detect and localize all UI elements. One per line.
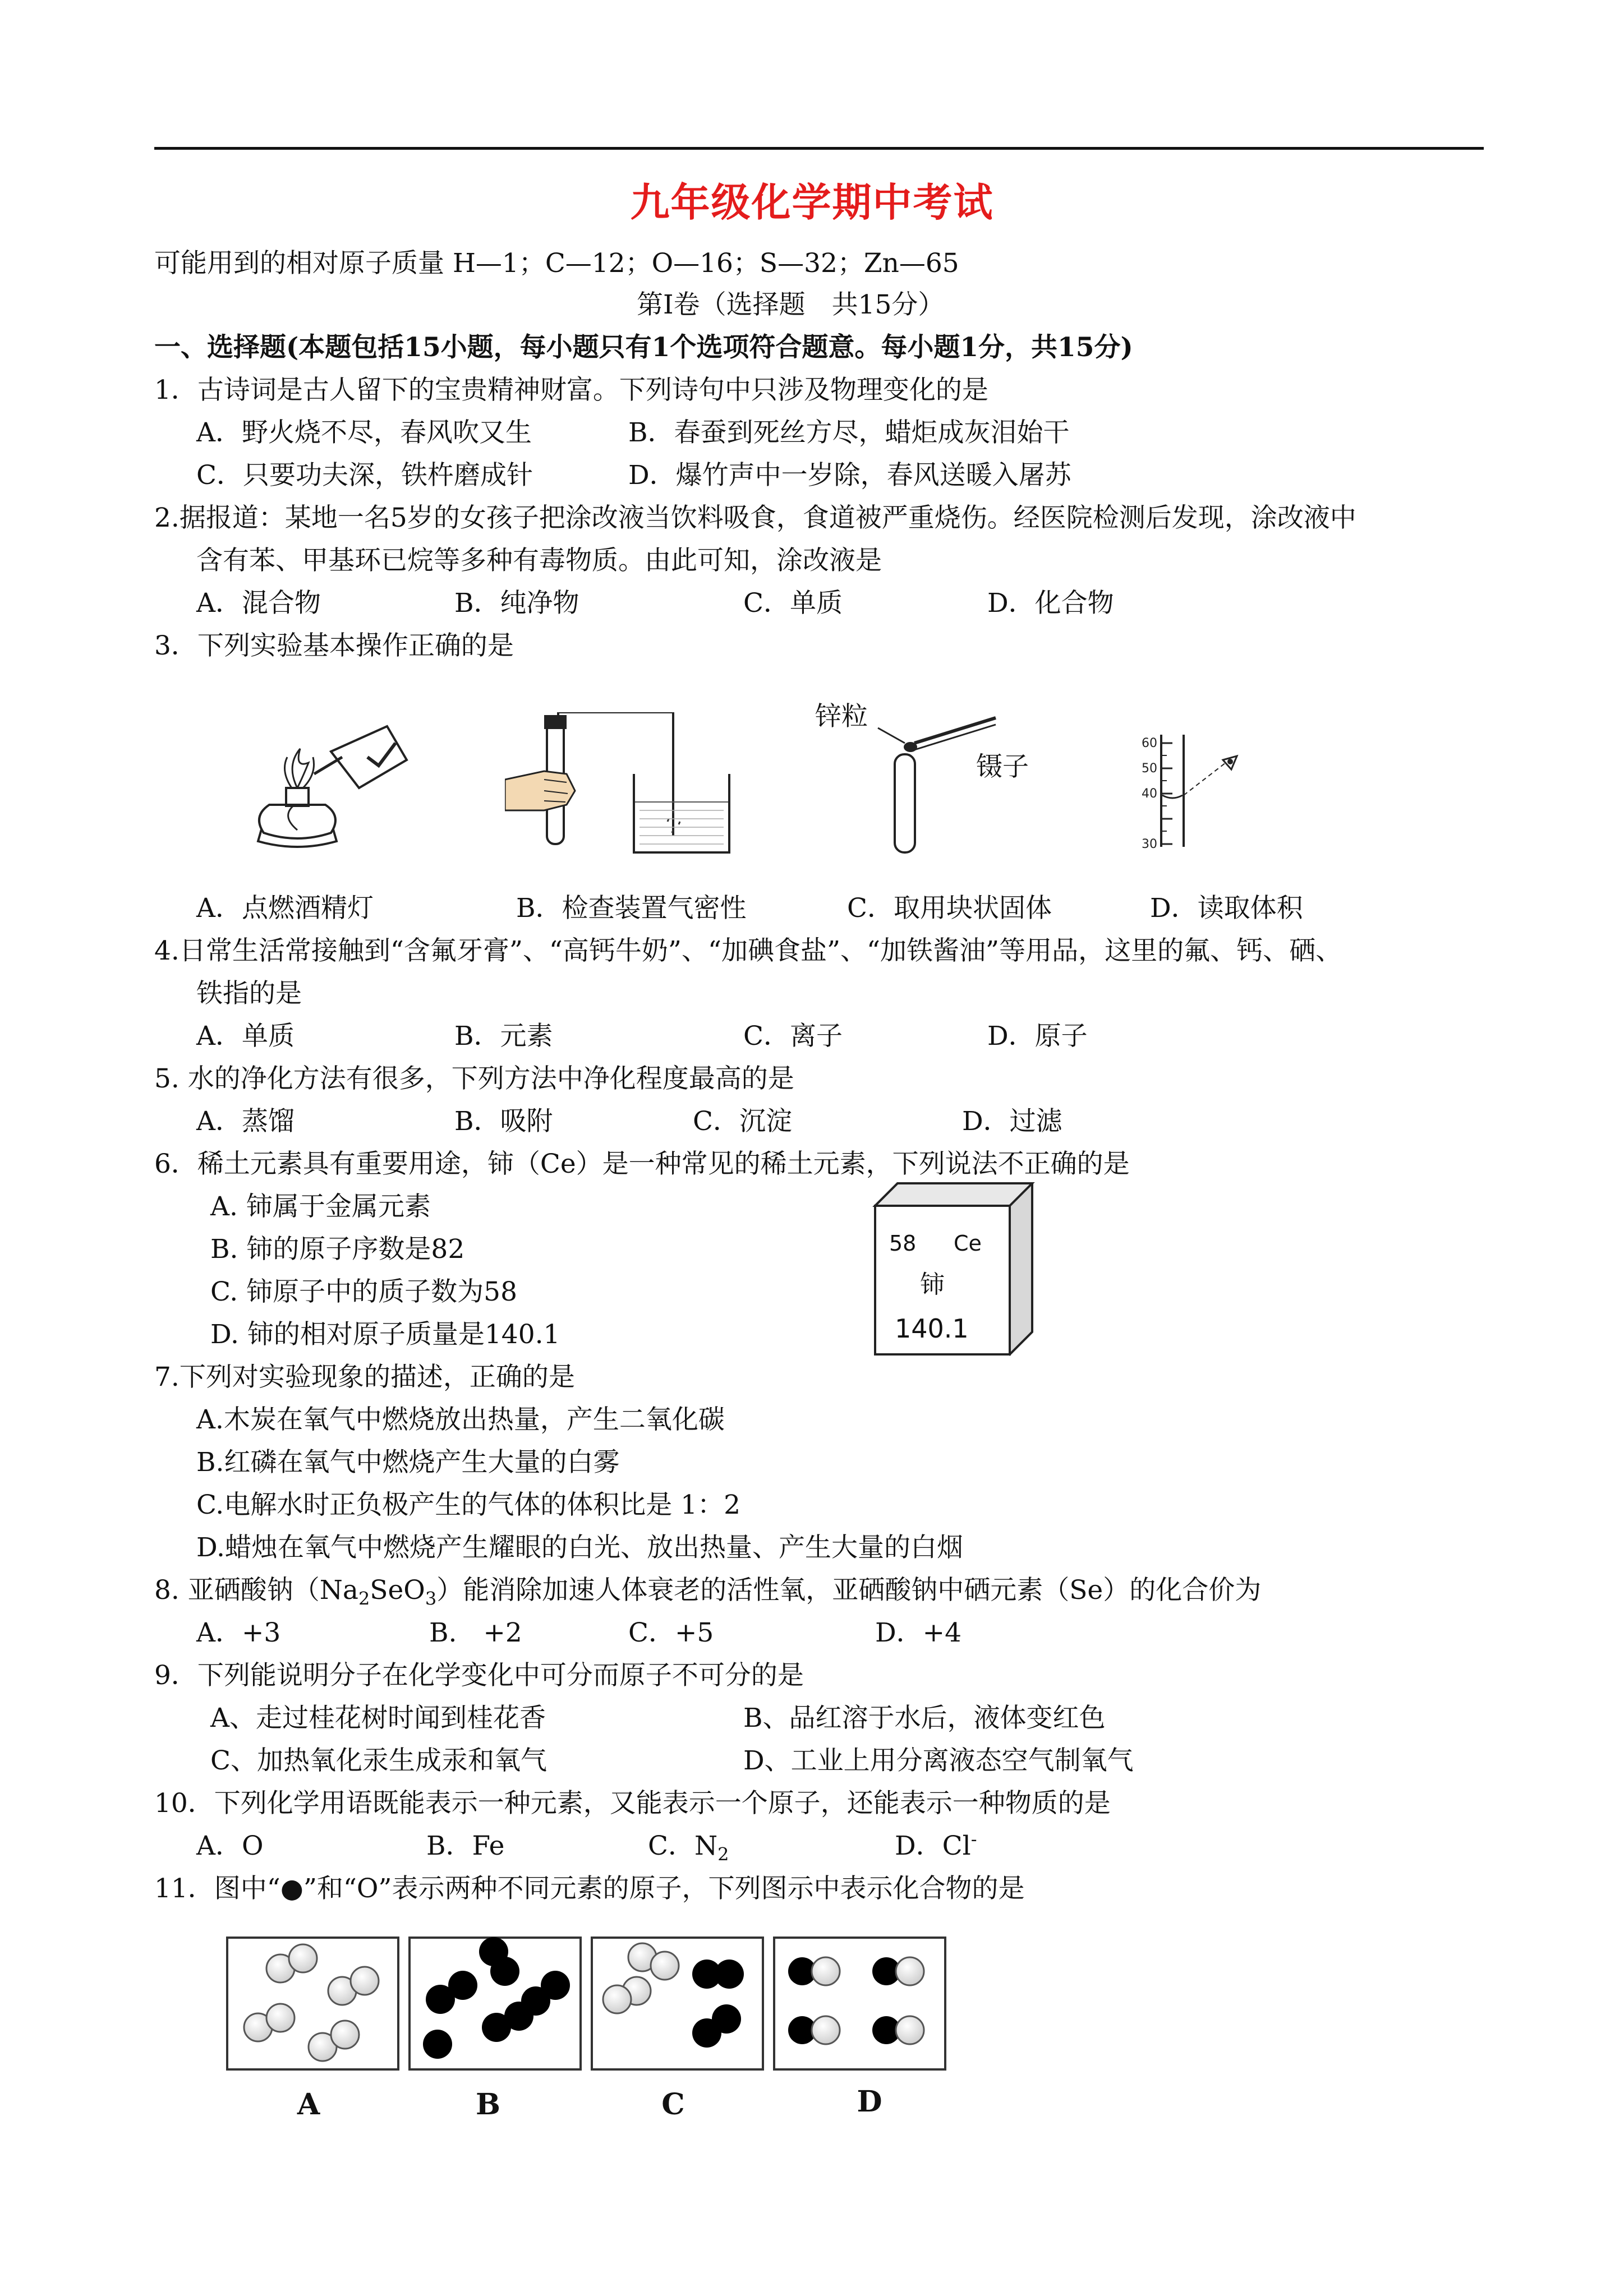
part1-heading: 一、选择题(本题包括15小题，每小题只有1个选项符合题意。每小题1分，共15分) [154,332,1133,363]
cerium-element-card [872,1181,1035,1360]
q2-option-d: D．化合物 [987,588,1114,619]
diagram-label-c: C [661,2087,685,2122]
q7-option-c: C.电解水时正负极产生的气体的体积比是 1：2 [196,1490,740,1520]
q7-option-d: D.蜡烛在氧气中燃烧产生耀眼的白光、放出热量、产生大量的白烟 [196,1532,963,1563]
q10-option-c-text: C．N [648,1831,718,1861]
q10-stem: 10．下列化学用语既能表示一种元素，又能表示一个原子，还能表示一种物质的是 [154,1788,1111,1819]
diagram-box-d [774,1938,945,2069]
alcohol-lamp-figure [247,704,415,855]
q8-option-a: A．+3 [196,1617,281,1648]
tweezers-label: 镊子 [976,751,1029,782]
airtightness-figure [505,712,746,858]
q3-stem: 3．下列实验基本操作正确的是 [154,630,514,661]
q1-option-d: D．爆竹声中一岁除，春风送暖入屠苏 [628,460,1071,491]
q8-sub-2: 2 [358,1588,370,1610]
q10-option-c-sub: 2 [717,1843,729,1865]
page-title: 九年级化学期中考试 [630,179,994,225]
diagram-label-a: A [297,2087,320,2122]
q8-sub-3: 3 [425,1588,437,1610]
diagram-label-d: D [857,2085,882,2119]
diagram-box-b [410,1937,581,2069]
zinc-label: 锌粒 [815,701,868,732]
q8-option-c: C．+5 [628,1617,714,1648]
q8-stem-post: ）能消除加速人体衰老的活性氧，亚硒酸钠中硒元素（Se）的化合价为 [436,1575,1262,1606]
q4-stem-line1: 4.日常生活常接触到“含氟牙膏”、“高钙牛奶”、“加碘食盐”、“加铁酱油”等用品，这里的氟、钙、硒、 [154,935,1342,966]
q6-option-d: D. 铈的相对原子质量是140.1 [210,1319,560,1350]
q10-option-d-sup: - [970,1828,977,1850]
q6-option-c: C. 铈原子中的质子数为58 [210,1276,517,1307]
q8-option-b: B. +2 [429,1617,522,1648]
q6-stem: 6．稀土元素具有重要用途，铈（Ce）是一种常见的稀土元素，下列说法不正确的是 [154,1149,1130,1179]
q10-option-c [648,1829,729,1863]
q6-option-b: B. 铈的原子序数是82 [210,1234,465,1265]
q8-option-d: D．+4 [875,1617,961,1648]
scale-50: 50 [1142,762,1157,776]
scale-30: 30 [1142,837,1157,851]
q10-option-b: B．Fe [426,1831,505,1861]
q3-option-d: D．读取体积 [1150,893,1303,924]
q3-option-a: A．点燃酒精灯 [196,893,374,924]
cerium-number: 58 [889,1231,917,1256]
q2-option-b: B．纯净物 [454,588,579,619]
top-rule [154,147,1484,150]
q10-option-a: A．O [196,1831,264,1861]
q7-stem: 7.下列对实验现象的描述，正确的是 [154,1362,575,1393]
cerium-symbol: Ce [954,1231,982,1256]
q5-stem: 5. 水的净化方法有很多，下列方法中净化程度最高的是 [154,1063,794,1094]
q3-option-b: B．检查装置气密性 [516,893,747,924]
q1-stem: 1．古诗词是古人留下的宝贵精神财富。下列诗句中只涉及物理变化的是 [154,375,988,405]
q2-stem-line2: 含有苯、甲基环已烷等多种有毒物质。由此可知，涂改液是 [196,545,882,576]
diagram-box-a [227,1938,398,2069]
cerium-name: 铈 [920,1270,945,1299]
scale-40: 40 [1142,787,1157,801]
molecule-diagrams [224,1935,948,2159]
q5-option-c: C．沉淀 [693,1106,792,1137]
q2-option-a: A．混合物 [196,588,321,619]
q9-option-d: D、工业上用分离液态空气制氧气 [743,1745,1134,1776]
q8-stem-pre: 8. 亚硒酸钠（Na [154,1575,358,1606]
q2-option-c: C．单质 [743,588,843,619]
q2-stem-line1: 2.据报道：某地一名5岁的女孩子把涂改液当饮料吸食，食道被严重烧伤。经医院检测后发现，涂改液中 [154,502,1356,533]
q11-stem: 11．图中“●”和“O”表示两种不同元素的原子，下列图示中表示化合物的是 [154,1873,1025,1904]
q4-option-c: C．离子 [743,1021,843,1052]
q3-option-c: C．取用块状固体 [847,893,1052,924]
q8-stem [154,1574,1262,1610]
q5-option-a: A．蒸馏 [196,1106,295,1137]
q7-option-a: A.木炭在氧气中燃烧放出热量，产生二氧化碳 [196,1404,725,1435]
scale-60: 60 [1142,736,1157,750]
q1-option-b: B．春蚕到死丝方尽，蜡炬成灰泪始干 [628,417,1070,448]
q4-stem-line2: 铁指的是 [196,978,302,1009]
q9-option-c: C、加热氧化汞生成汞和氧气 [210,1745,547,1776]
section-title: 第Ⅰ卷（选择题 共15分） [637,289,945,320]
q5-option-b: B．吸附 [454,1106,553,1137]
q4-option-d: D．原子 [987,1021,1088,1052]
q4-option-a: A．单质 [196,1021,295,1052]
q5-option-d: D．过滤 [962,1106,1062,1137]
cerium-mass: 140.1 [895,1313,969,1344]
diagram-label-b: B [476,2087,500,2122]
q8-stem-mid: SeO [370,1575,425,1606]
q4-option-b: B．元素 [454,1021,553,1052]
diagram-box-c [592,1938,763,2069]
q1-option-a: A．野火烧不尽，春风吹又生 [196,417,532,448]
q7-option-b: B.红磷在氧气中燃烧产生大量的白雾 [196,1447,620,1478]
atomic-masses: 可能用到的相对原子质量 H—1；C—12；O—16；S—32；Zn—65 [154,248,959,279]
q6-option-a: A. 铈属于金属元素 [210,1191,431,1222]
q10-option-d [895,1829,977,1863]
q1-option-c: C．只要功夫深，铁杵磨成针 [196,460,533,491]
q9-option-a: A、走过桂花树时闻到桂花香 [210,1703,546,1733]
cylinder-reading-figure [1142,729,1254,852]
q9-stem: 9．下列能说明分子在化学变化中可分而原子不可分的是 [154,1660,804,1691]
q10-option-d-text: D．Cl [895,1831,971,1861]
q9-option-b: B、品红溶于水后，液体变红色 [743,1703,1106,1733]
